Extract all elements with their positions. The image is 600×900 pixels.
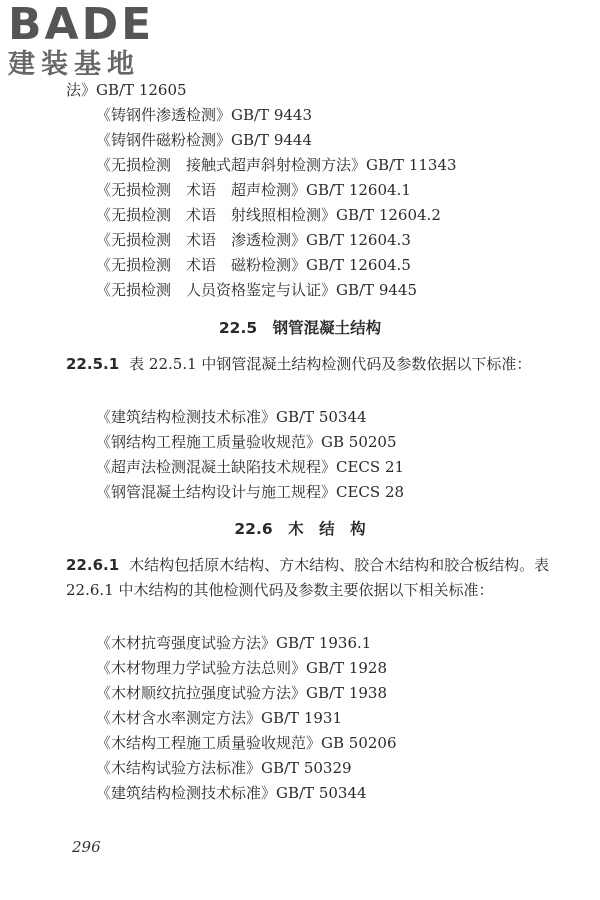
reference-line: 《无损检测 术语 超声检测》GB/T 12604.1	[96, 181, 411, 199]
section-heading: 22.5 钢管混凝土结构	[218, 319, 382, 337]
clause-text: 木结构包括原木结构、方木结构、胶合木结构和胶合板结构。表 22.6.1 中木结构的其他检测代码及参数主要依据以下相关标准：	[66, 556, 550, 599]
clause-number: 22.5.1	[66, 355, 120, 373]
logo-main-text: BADE	[8, 0, 155, 50]
page-number: 296	[72, 838, 101, 856]
reference-line: 《无损检测 术语 磁粉检测》GB/T 12604.5	[96, 256, 411, 274]
reference-line: 《木材含水率测定方法》GB/T 1931	[96, 709, 343, 727]
reference-line: 《建筑结构检测技术标准》GB/T 50344	[96, 408, 367, 426]
reference-line: 《无损检测 人员资格鉴定与认证》GB/T 9445	[96, 281, 418, 299]
clause-paragraph	[66, 352, 550, 377]
reference-line: 《铸钢件渗透检测》GB/T 9443	[96, 106, 313, 124]
reference-line: 《木结构工程施工质量验收规范》GB 50206	[96, 734, 397, 752]
reference-line: 《建筑结构检测技术标准》GB/T 50344	[96, 784, 367, 802]
watermark-logo	[8, 2, 178, 80]
reference-line: 《木结构试验方法标准》GB/T 50329	[96, 759, 352, 777]
reference-line: 《木材顺纹抗拉强度试验方法》GB/T 1938	[96, 684, 388, 702]
clause-paragraph	[66, 553, 550, 603]
logo-sub-text: 建装基地	[8, 49, 140, 80]
clause-text: 表 22.5.1 中钢管混凝土结构检测代码及参数依据以下标准：	[129, 355, 532, 373]
reference-line: 《铸钢件磁粉检测》GB/T 9444	[96, 131, 313, 149]
reference-line: 《木材物理力学试验方法总则》GB/T 1928	[96, 659, 388, 677]
reference-line: 《无损检测 术语 渗透检测》GB/T 12604.3	[96, 231, 411, 249]
reference-line: 《无损检测 接触式超声斜射检测方法》GB/T 11343	[96, 156, 457, 174]
reference-line: 《超声法检测混凝土缺陷技术规程》CECS 21	[96, 458, 405, 476]
reference-line: 《钢管混凝土结构设计与施工规程》CECS 28	[96, 483, 405, 501]
continued-reference-line: 法》GB/T 12605	[66, 81, 187, 99]
section-heading: 22.6 木 结 构	[234, 520, 366, 538]
reference-line: 《木材抗弯强度试验方法》GB/T 1936.1	[96, 634, 372, 652]
reference-line: 《钢结构工程施工质量验收规范》GB 50205	[96, 433, 397, 451]
clause-number: 22.6.1	[66, 556, 120, 574]
reference-line: 《无损检测 术语 射线照相检测》GB/T 12604.2	[96, 206, 441, 224]
